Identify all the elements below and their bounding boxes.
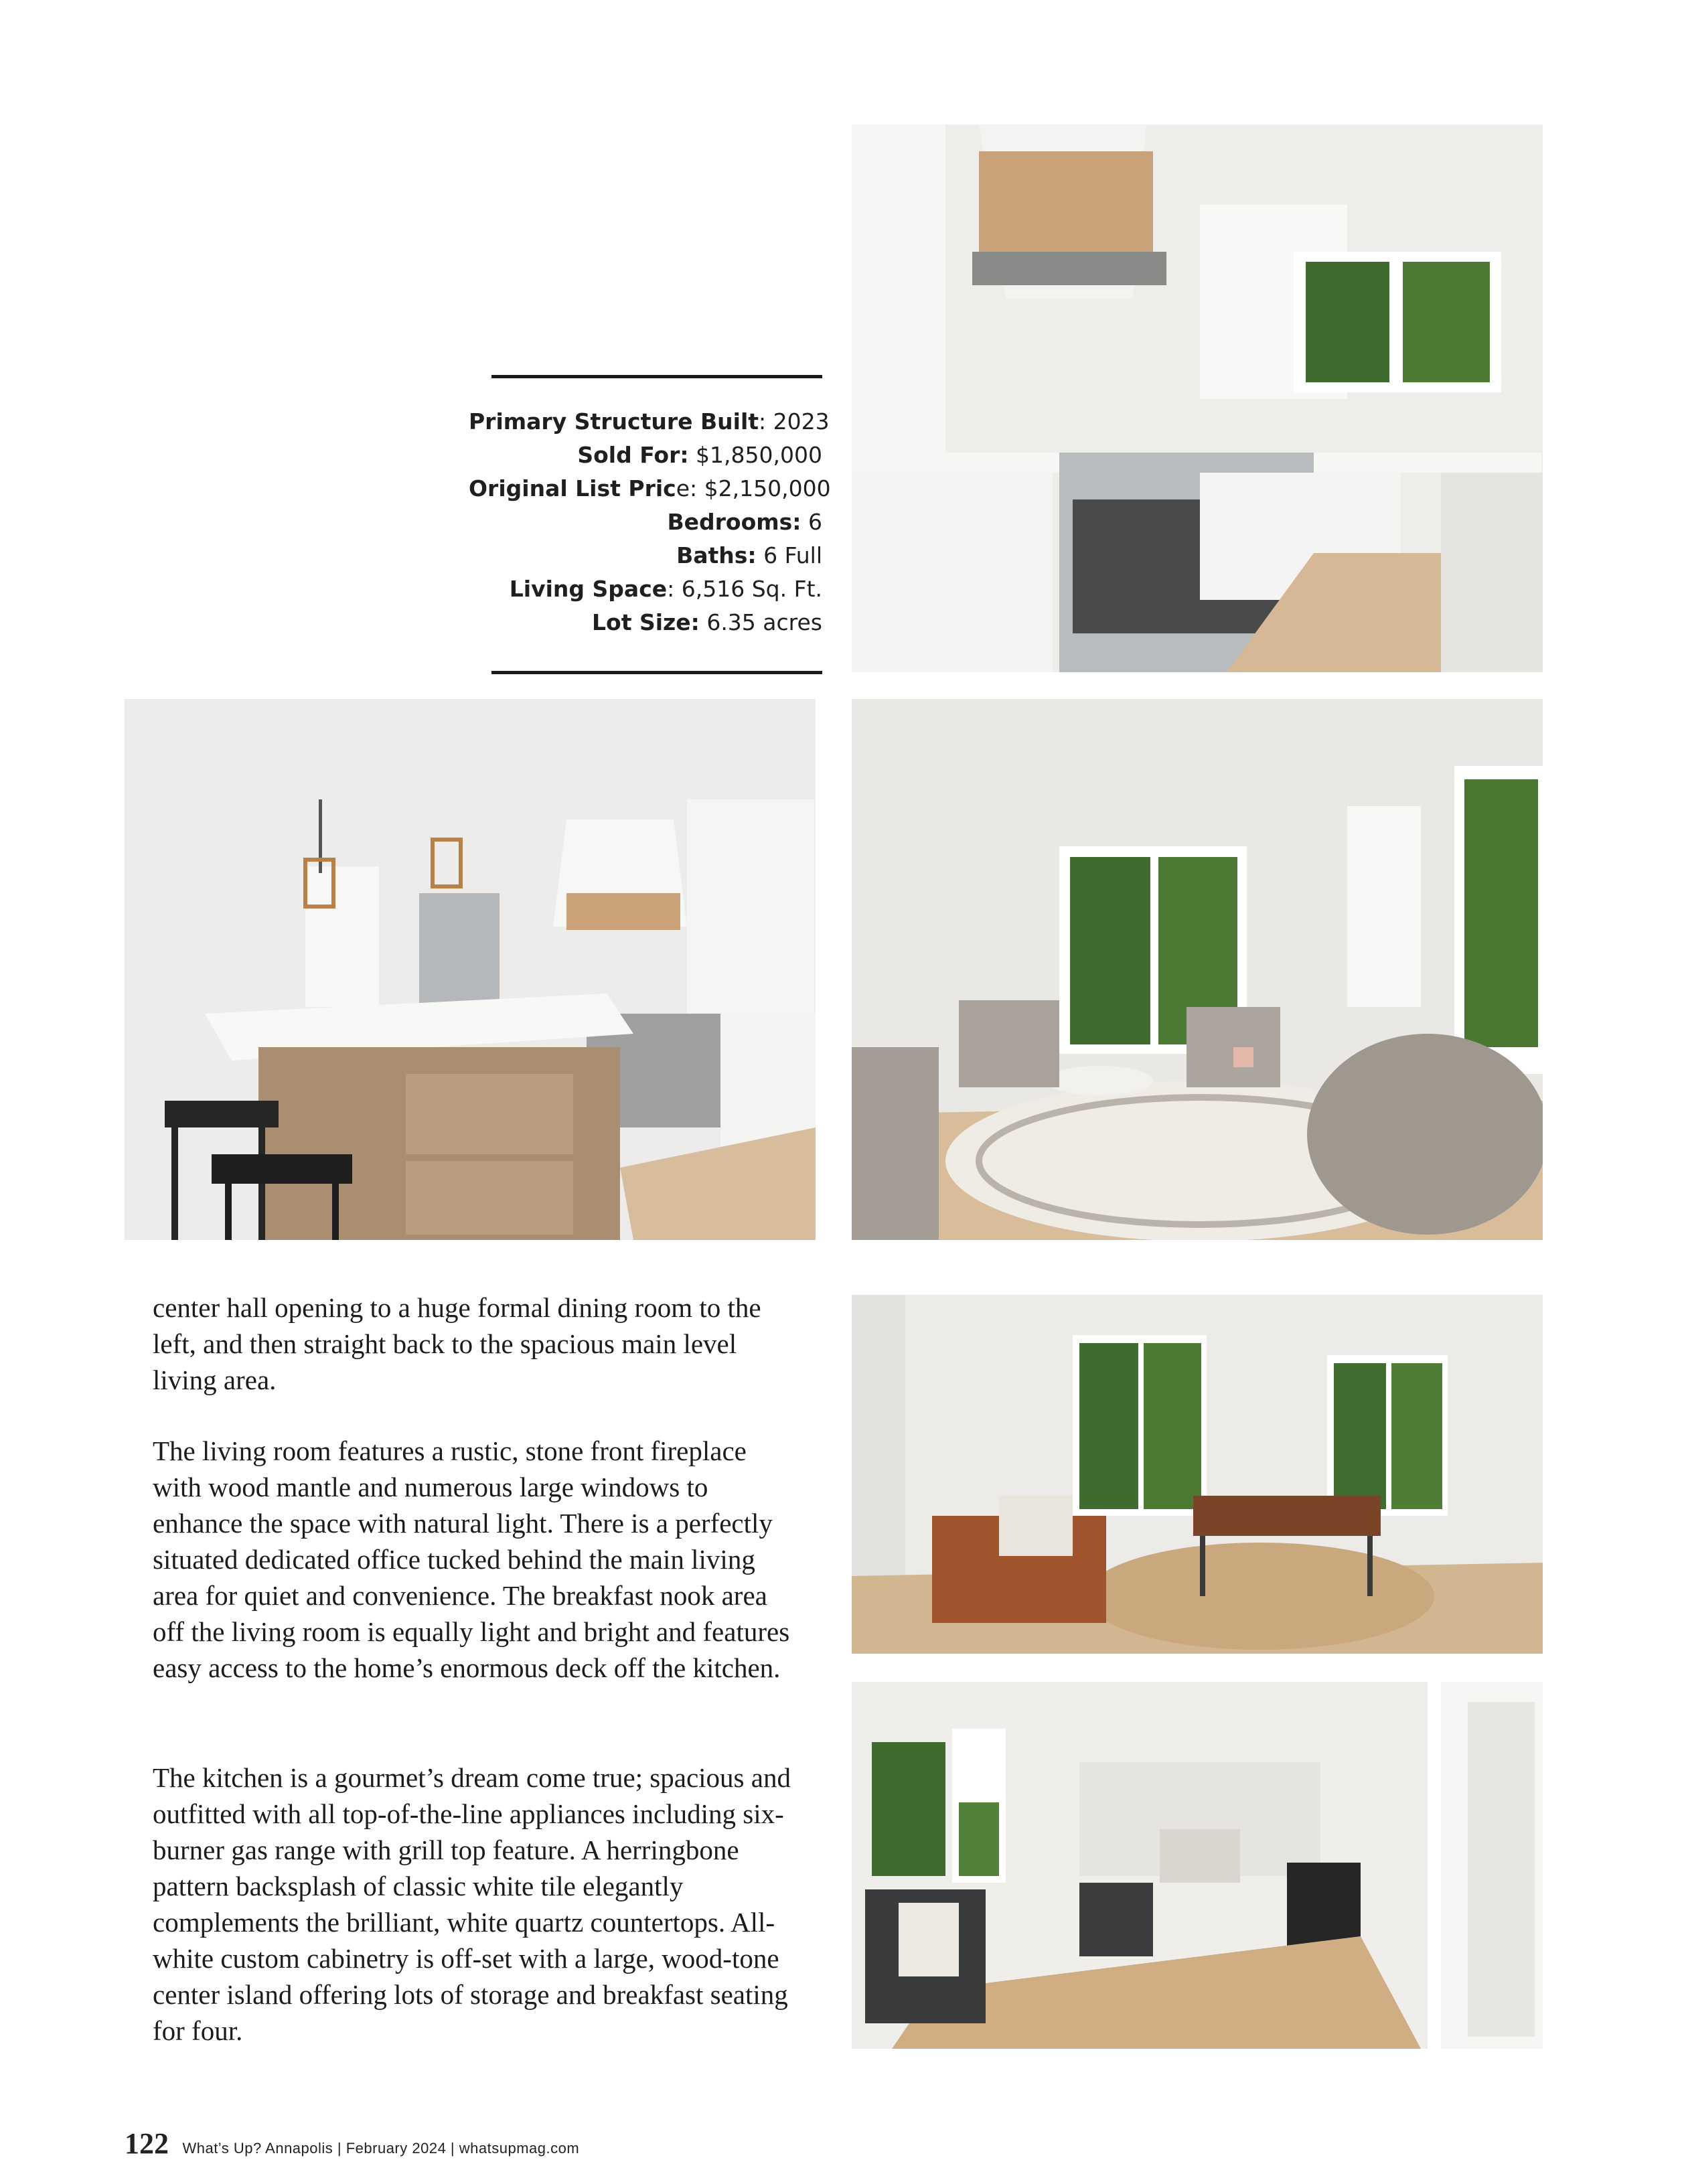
fact-sold-for: Sold For: $1,850,000 [577,442,822,468]
facts-top-rule [491,375,822,378]
fact-bedrooms: Bedrooms: 6 [667,509,822,535]
photo-kitchen-range [852,125,1543,672]
photo-sitting-room [852,699,1543,1240]
article-body-3 [153,1760,795,2049]
photo-home-office [852,1295,1543,1654]
photo-kitchen-island [125,699,816,1240]
article-body [153,1290,795,1398]
fact-year-built: Primary Structure Built: 2023 [469,408,830,435]
publication-line: What’s Up? Annapolis | February 2024 | whatsupmag.com [182,2140,580,2157]
body-paragraph-2: The living room features a rustic, stone front fireplace with wood mantle and numerous large windows to enhance the space with natural light. There is a perfectly situated dedicated office tucked behind the main living area for quiet and convenience. The breakfast nook area off the living room is equally light and bright and features easy access to the home’s enormous deck off the kitchen. [153,1435,790,1683]
facts-bottom-rule [491,671,822,674]
fact-baths: Baths: 6 Full [676,542,822,568]
property-facts [469,405,831,639]
article-body-2 [153,1433,795,1686]
page-number: 122 [125,2127,169,2160]
body-paragraph-3: The kitchen is a gourmet’s dream come true; spacious and outfitted with all top-of-the-line appliances including six-burner gas range with grill top feature. A herringbone pattern backsplash of classic white tile elegantly complements the brilliant, white quartz countertops. All-white custom cabinetry is off-set with a large, wood-tone center island offering lots of storage and breakfast seating for four. [153,1762,791,2046]
page-footer [125,2126,579,2161]
photo-primary-suite [852,1682,1543,2049]
fact-lot-size: Lot Size: 6.35 acres [592,609,822,635]
fact-list-price: Original List Price: $2,150,000 [469,475,831,501]
fact-living-space: Living Space: 6,516 Sq. Ft. [509,576,822,602]
body-paragraph-1: center hall opening to a huge formal dining room to the left, and then straight back to the spacious main level living area. [153,1292,761,1395]
